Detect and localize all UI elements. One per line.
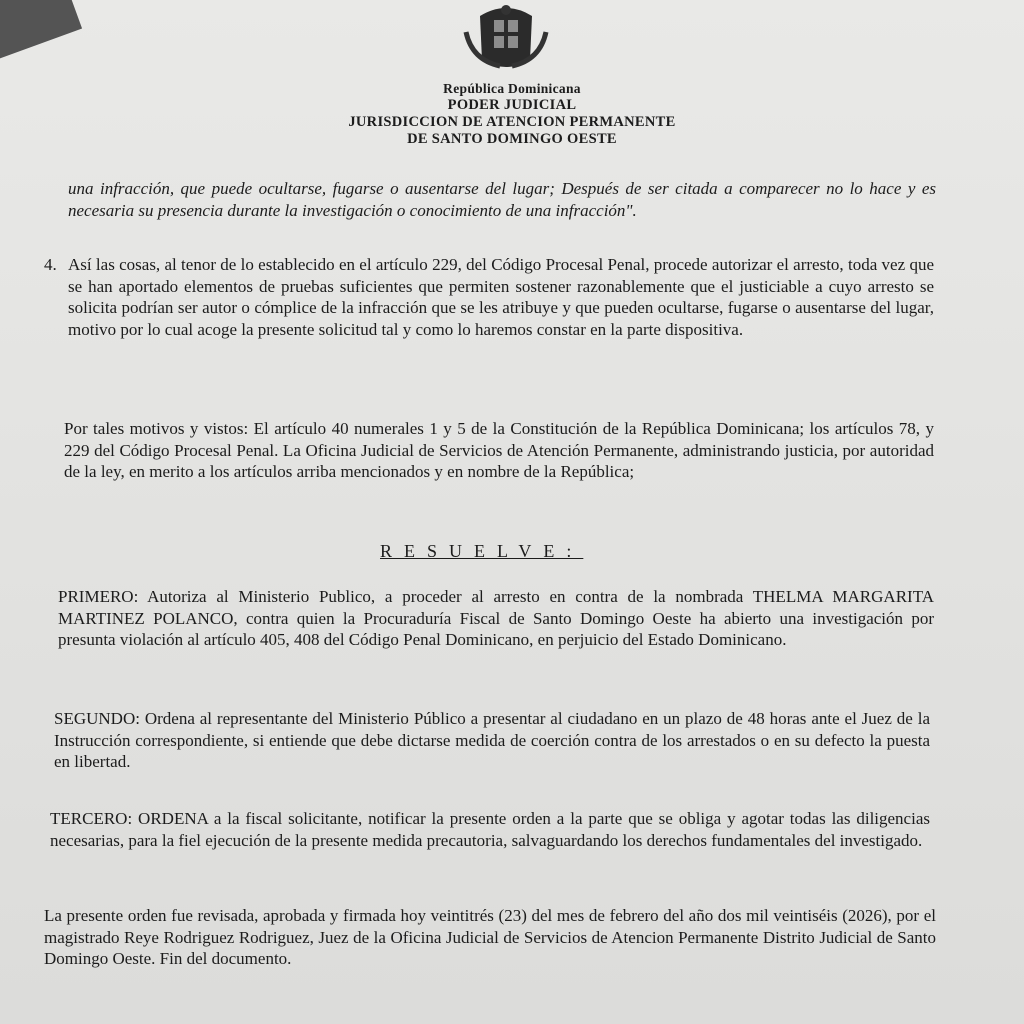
quoted-paragraph: una infracción, que puede ocultarse, fugarse o ausentarse del lugar; Después de ser citada a comparecer no lo hace y es necesaria su presencia durante la investigación o conocimiento de una infracción". — [68, 179, 936, 220]
coat-of-arms-icon — [460, 2, 552, 72]
document-header — [0, 80, 1024, 148]
closing-paragraph: La presente orden fue revisada, aprobada y firmada hoy veintitrés (23) del mes de febrero del año dos mil veintiséis (2026), por el magistrado Reye Rodriguez Rodriguez, Juez de la Oficina Judicial de Servicios de Atencion Permanente Distrito Judicial de Santo Domingo Oeste. Fin del documento. — [44, 906, 936, 968]
primero-paragraph: PRIMERO: Autoriza al Ministerio Publico, a proceder al arresto en contra de la nombrada THELMA MARGARITA MARTINEZ POLANCO, contra quien la Procuraduría Fiscal de Santo Domingo Oeste ha abierto una investigación por presunta violación al artículo 405, 408 del Código Penal Dominicano, en perjuicio del Estado Dominicano. — [58, 587, 934, 649]
tercero-paragraph: TERCERO: ORDENA a la fiscal solicitante, notificar la presente orden a la parte que se obliga y agotar todas las diligencias necesarias, para la fiel ejecución de la presente medida precautoria, salvaguardando los derechos fundamentales del investigado. — [50, 809, 930, 850]
page-corner-shadow — [0, 0, 82, 66]
item-number: 4. — [44, 255, 57, 274]
motivos-paragraph: Por tales motivos y vistos: El artículo 40 numerales 1 y 5 de la Constitución de la República Dominicana; los artículos 78, y 229 del Código Procesal Penal. La Oficina Judicial de Servicios de Atención Permanente, administrando justicia, por autoridad de la ley, en merito a los artículos arriba mencionados y en nombre de la República; — [64, 419, 934, 481]
item-4-paragraph: Así las cosas, al tenor de lo establecido en el artículo 229, del Código Procesal Penal, procede autorizar el arresto, toda vez que se han aportado elementos de pruebas suficientes que permiten sostener razonablemente que el justiciable a cuyo arresto se solicita podrían ser autor o cómplice de la infracción que se les atribuye y que pueden ocultarse, fugarse o ausentarse del lugar, motivo por lo cual acoge la presente solicitud tal y como lo haremos constar en la parte dispositiva. — [68, 255, 934, 339]
header-jurisdiction: JURISDICCION DE ATENCION PERMANENTE — [348, 114, 676, 130]
header-branch: PODER JUDICIAL — [447, 97, 577, 113]
header-district: DE SANTO DOMINGO OESTE — [407, 131, 617, 147]
header-country: República Dominicana — [443, 81, 581, 96]
segundo-paragraph: SEGUNDO: Ordena al representante del Ministerio Público a presentar al ciudadano en un plazo de 48 horas ante el Juez de la Instrucción correspondiente, si entiende que debe dictarse medida de coerción contra de los arrestados o en su defecto la puesta en libertad. — [54, 709, 930, 771]
resuelve-heading: RESUELVE: — [380, 541, 584, 561]
